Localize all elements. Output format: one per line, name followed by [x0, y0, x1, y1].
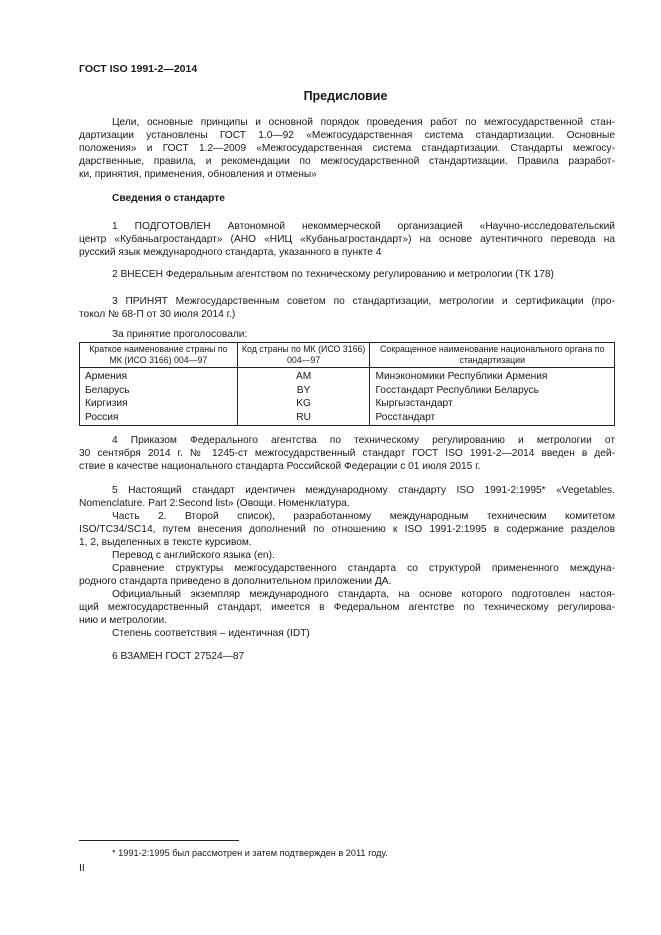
page-number: II [79, 862, 85, 874]
column-header-code: Код страны по МК (ИСО 3166) 004—97 [237, 343, 370, 368]
item-5-paragraph [79, 484, 615, 640]
official-copy-line: щий межгосударственный стандарт, имеется в Федеральном агентстве по техническому регулирова- [79, 602, 615, 613]
item-3-line: токол № 68-П от 30 июля 2014 г.) [79, 309, 236, 320]
country-cell: Россия [80, 411, 238, 426]
footnote-separator [79, 840, 239, 841]
column-header-body: Сокращенное наименование национального органа по стандартизации [370, 343, 615, 368]
body-cell: Кыргызстандарт [370, 397, 615, 411]
item-3-line: 3 ПРИНЯТ Межгосударственным советом по стандартизации, метрологии и сертификации (про- [112, 296, 615, 307]
voting-table [79, 342, 615, 426]
voting-caption: За принятие проголосовали: [112, 329, 248, 340]
country-cell: Киргизия [80, 397, 238, 411]
item-2-line: 2 ВНЕСЕН Федеральным агентством по техническому регулированию и метрологии (ТК 178) [112, 269, 554, 280]
conformity-degree: Степень соответствия – идентичная (IDT) [112, 628, 310, 639]
item-2-paragraph [79, 268, 615, 281]
item-1-paragraph [79, 220, 615, 259]
column-header-country: Краткое наименование страны по МК (ИСО 3166) 004—97 [80, 343, 238, 368]
footnote: * 1991-2:1995 был рассмотрен и затем подтвержден в 2011 году. [112, 848, 388, 858]
country-cell: Беларусь [80, 384, 238, 398]
intro-line: Цели, основные принципы и основной порядок проведения работ по межгосударственной стан- [112, 117, 615, 128]
body-cell: Минэкономики Республики Армения [370, 368, 615, 384]
item-1-line: центр «Кубаньагростандарт» (АНО «НИЦ «Кубаньагростандарт») на основе аутентичного перевода на [79, 234, 615, 245]
item-4-line: 4 Приказом Федерального агентства по техническому регулированию и метрологии от [112, 435, 615, 446]
intro-paragraph [79, 116, 615, 181]
body-cell: Госстандарт Республики Беларусь [370, 384, 615, 398]
item-6-paragraph: 6 ВЗАМЕН ГОСТ 27524—87 [112, 651, 245, 662]
table-row [80, 411, 615, 426]
intro-line: ки, принятия, применения, обновления и отмены» [79, 169, 317, 180]
item-3-paragraph [79, 295, 615, 321]
item-5-line: ISO/TC34/SC14, путем внесения дополнений по отношению к ISO 1991-2:1995 в содержание разделов [79, 524, 615, 535]
official-copy-line: Официальный экземпляр международного стандарта, на основе которого подготовлен настоя- [112, 589, 615, 600]
code-cell: KG [237, 397, 370, 411]
item-5-line: 1, 2, выделенных в тексте курсивом. [79, 537, 252, 548]
item-4-line: 30 сентября 2014 г. № 1245-ст межгосударственный стандарт ГОСТ ISO 1991-2—2014 введен в дей- [79, 448, 615, 459]
table-row [80, 368, 615, 384]
code-cell: AM [237, 368, 370, 384]
comparison-line: Сравнение структуры межгосударственного стандарта со структурой примененного междуна- [112, 563, 615, 574]
page-title: Предисловие [303, 89, 388, 103]
intro-line: дартизации установлены ГОСТ 1.0—92 «Межгосударственная система стандартизации. Основные [79, 130, 615, 141]
item-5-line: Nomenclature. Part 2:Second list» (Овощи. Номенклатура. [79, 498, 350, 509]
intro-line: дарственные, правила, и рекомендации по межгосударственной стандартизации. Правила разработ- [79, 156, 615, 167]
body-cell: Росстандарт [370, 411, 615, 426]
voting-table-header [80, 343, 615, 368]
item-5-line: 5 Настоящий стандарт идентичен международному стандарту ISO 1991-2:1995* «Vegetables. [112, 485, 615, 496]
item-1-line: 1 ПОДГОТОВЛЕН Автономной некоммерческой организацией «Научно-исследовательский [112, 221, 615, 232]
table-row [80, 384, 615, 398]
item-5-line: Часть 2. Второй список), разработанному международным техническим комитетом [112, 511, 615, 522]
code-cell: RU [237, 411, 370, 426]
document-code-header: ГОСТ ISO 1991-2—2014 [79, 63, 198, 75]
item-1-line: русский язык международного стандарта, указанного в пункте 4 [79, 247, 382, 258]
item-4-paragraph [79, 434, 615, 473]
table-row [80, 397, 615, 411]
translation-note: Перевод с английского языка (en). [112, 550, 275, 561]
country-cell: Армения [80, 368, 238, 384]
intro-line: положения» и ГОСТ 1.2—2009 «Межгосударственная система стандартизации. Стандарты межгосу- [79, 143, 615, 154]
code-cell: BY [237, 384, 370, 398]
item-4-line: ствие в качестве национального стандарта Российской Федерации с 01 июля 2015 г. [79, 461, 481, 472]
comparison-line: родного стандарта приведено в дополнительном приложении ДА. [79, 576, 392, 587]
section-subtitle: Сведения о стандарте [112, 193, 225, 204]
official-copy-line: нию и метрологии. [79, 615, 168, 626]
